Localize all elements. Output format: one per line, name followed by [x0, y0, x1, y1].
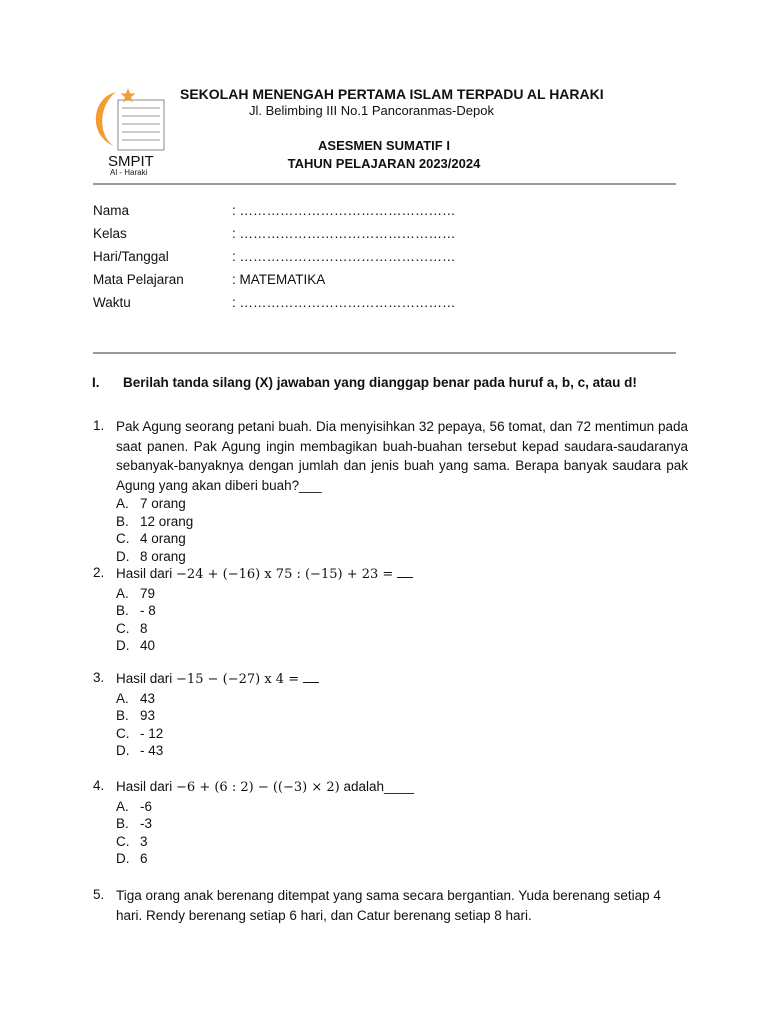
- section-number: I.: [92, 375, 100, 390]
- option-b[interactable]: B. 12 orang: [116, 513, 194, 529]
- option-list: [116, 798, 688, 868]
- option-a[interactable]: A. 43: [116, 690, 156, 706]
- identity-label: Kelas: [93, 226, 127, 241]
- option-d[interactable]: D. 6: [116, 851, 148, 866]
- math-expression: −24 + (−16) x 75 : (−15) + 23 =: [176, 567, 394, 582]
- question-text: Hasil dari −6 + (6 : 2) − ((−3) × 2) adalah____: [116, 779, 415, 795]
- question-text: Hasil dari −15 − (−27) x 4 =: [116, 669, 688, 690]
- option-d[interactable]: D. 40: [116, 638, 156, 653]
- identity-label: Hari/Tanggal: [93, 249, 169, 264]
- math-expression: −6 + (6 : 2) − ((−3) × 2): [176, 780, 340, 795]
- question-number: 2.: [93, 565, 105, 580]
- option-b[interactable]: B. - 8: [116, 603, 156, 618]
- question-text: Tiga orang anak berenang ditempat yang sama secara bergantian. Yuda berenang setiap 4 hari. Rendy berenang setiap 6 hari, dan Catur berenang setiap 8 hari.: [116, 888, 661, 923]
- option-c[interactable]: C. - 12: [116, 725, 164, 741]
- question-number: 5.: [93, 887, 105, 902]
- school-name: SEKOLAH MENENGAH PERTAMA ISLAM TERPADU AL HARAKI: [180, 86, 604, 102]
- option-c[interactable]: C. 8: [116, 620, 148, 636]
- option-a[interactable]: A. -6: [116, 798, 153, 814]
- answer-blank: [397, 566, 413, 578]
- identity-value: : …………………………………………: [232, 249, 456, 264]
- identity-divider: [93, 352, 676, 354]
- identity-value: : MATEMATIKA: [232, 272, 326, 287]
- exam-title: ASESMEN SUMATIF I: [318, 138, 450, 153]
- identity-label: Waktu: [93, 295, 131, 310]
- question-5: [93, 886, 688, 925]
- identity-row-time: [93, 295, 456, 318]
- identity-row-name: [93, 203, 456, 226]
- option-list: [116, 495, 688, 565]
- logo-text: SMPIT: [108, 153, 154, 170]
- question-1: [93, 417, 688, 565]
- question-4: [93, 777, 688, 868]
- option-b[interactable]: B. 93: [116, 708, 156, 723]
- option-list: [116, 585, 688, 655]
- identity-block: [93, 203, 456, 318]
- question-number: 4.: [93, 778, 105, 793]
- option-b[interactable]: B. -3: [116, 816, 153, 831]
- option-a[interactable]: A. 79: [116, 585, 156, 601]
- school-address: Jl. Belimbing III No.1 Pancoranmas-Depok: [249, 103, 494, 118]
- identity-row-class: [93, 226, 456, 249]
- identity-row-subject: [93, 272, 456, 295]
- question-number: 3.: [93, 670, 105, 685]
- identity-value: : …………………………………………: [232, 295, 456, 310]
- question-text: Hasil dari −24 + (−16) x 75 : (−15) + 23 =: [116, 564, 688, 585]
- math-expression: −15 − (−27) x 4 =: [176, 672, 300, 687]
- school-year: TAHUN PELAJARAN 2023/2024: [287, 156, 481, 171]
- identity-row-date: [93, 249, 456, 272]
- question-2: [93, 564, 688, 655]
- identity-label: Mata Pelajaran: [93, 272, 184, 287]
- answer-blank: [303, 671, 319, 683]
- question-3: [93, 669, 688, 760]
- identity-value: : …………………………………………: [232, 226, 456, 241]
- question-number: 1.: [93, 418, 105, 433]
- header-divider: [93, 183, 676, 185]
- identity-label: Nama: [93, 203, 130, 218]
- option-c[interactable]: C. 4 orang: [116, 531, 186, 546]
- section-heading: [92, 375, 637, 390]
- section-instruction: Berilah tanda silang (X) jawaban yang dianggap benar pada huruf a, b, c, atau d!: [123, 375, 637, 390]
- option-c[interactable]: C. 3: [116, 833, 148, 849]
- option-list: [116, 690, 688, 760]
- option-d[interactable]: D. 8 orang: [116, 548, 186, 564]
- logo-subtext: Al - Haraki: [110, 168, 148, 177]
- identity-value: : …………………………………………: [232, 203, 456, 218]
- option-a[interactable]: A. 7 orang: [116, 496, 186, 511]
- option-d[interactable]: D. - 43: [116, 743, 164, 758]
- question-text: Pak Agung seorang petani buah. Dia menyisihkan 32 pepaya, 56 tomat, dan 72 mentimun pada saat panen. Pak Agung ingin membagikan buah-buahan tersebut kepad saudara-saudaranya sebanyak-banyaknya dengan jumlah dan jenis buah yang sama. Berapa banyak saudara pak Agung yang akan diberi buah?___: [116, 419, 688, 493]
